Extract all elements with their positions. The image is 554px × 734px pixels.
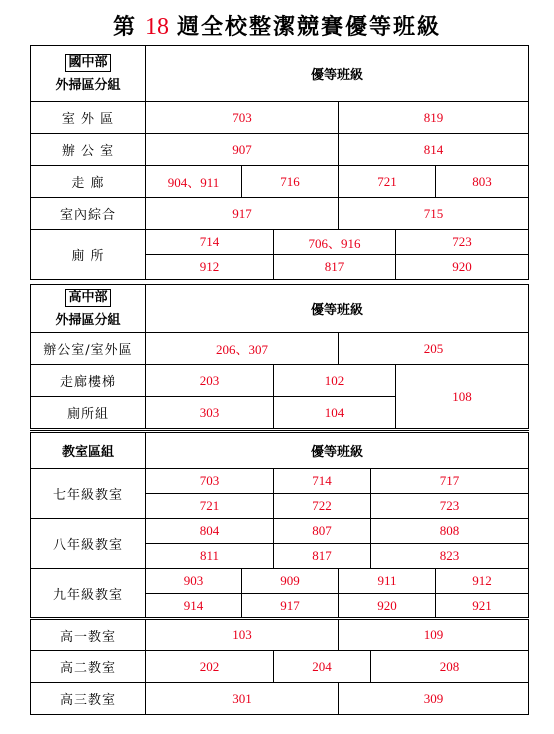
title-prefix: 第: [112, 14, 137, 40]
class-cell: 911: [339, 569, 436, 594]
row-label-office: 辦 公 室: [31, 134, 146, 166]
class-cell: 723: [396, 230, 529, 255]
week-number: 18: [145, 14, 169, 40]
class-cell: 202: [146, 651, 274, 683]
junior-group-cell: [31, 46, 146, 102]
class-cell: 715: [339, 198, 529, 230]
class-cell: 301: [146, 683, 339, 715]
row-label-indoor: 室內綜合: [31, 198, 146, 230]
class-cell: 904、911: [146, 166, 242, 198]
class-cell: 811: [146, 544, 274, 569]
row-label-office-outdoor: 辦公室/室外區: [31, 333, 146, 365]
class-cell: 823: [371, 544, 529, 569]
class-cell: 817: [274, 255, 396, 280]
class-cell: 804: [146, 519, 274, 544]
junior-table: [30, 45, 529, 280]
class-cell: 721: [146, 494, 274, 519]
row-label-outdoor: 室 外 區: [31, 102, 146, 134]
class-cell: 717: [371, 469, 529, 494]
class-cell: 208: [371, 651, 529, 683]
class-cell: 722: [274, 494, 371, 519]
row-label-corridor: 走 廊: [31, 166, 146, 198]
page-title: [0, 10, 554, 41]
class-cell: 103: [146, 619, 339, 651]
class-cell: 817: [274, 544, 371, 569]
class-cell: 814: [339, 134, 529, 166]
class-cell: 303: [146, 397, 274, 429]
class-cell: 819: [339, 102, 529, 134]
class-cell: 721: [339, 166, 436, 198]
class-cell: 109: [339, 619, 529, 651]
class-cell: 204: [274, 651, 371, 683]
class-cell: 102: [274, 365, 396, 397]
class-cell: 912: [436, 569, 529, 594]
senior-badge: 高中部: [65, 289, 110, 307]
class-cell: 206、307: [146, 333, 339, 365]
class-cell: 907: [146, 134, 339, 166]
classroom-table: [30, 430, 529, 715]
row-label-grade9: 九年級教室: [31, 569, 146, 619]
class-cell: 808: [371, 519, 529, 544]
junior-badge: 國中部: [65, 54, 110, 72]
class-cell: 205: [339, 333, 529, 365]
classroom-group-label: 教室區組: [31, 432, 146, 469]
senior-column-header: 優等班級: [146, 285, 529, 333]
row-label-senior1: 高一教室: [31, 619, 146, 651]
class-cell: 920: [396, 255, 529, 280]
class-cell: 703: [146, 102, 339, 134]
row-label-corridor-stairs: 走廊樓梯: [31, 365, 146, 397]
class-cell: 723: [371, 494, 529, 519]
title-suffix: 週全校整潔競賽優等班級: [177, 14, 442, 40]
row-label-grade8: 八年級教室: [31, 519, 146, 569]
row-label-grade7: 七年級教室: [31, 469, 146, 519]
class-cell: 714: [274, 469, 371, 494]
class-cell: 706、916: [274, 230, 396, 255]
class-cell: 104: [274, 397, 396, 429]
class-cell: 309: [339, 683, 529, 715]
class-cell: 703: [146, 469, 274, 494]
class-cell: 917: [242, 594, 339, 619]
class-cell: 807: [274, 519, 371, 544]
class-cell: 914: [146, 594, 242, 619]
class-cell: 803: [436, 166, 529, 198]
junior-column-header: 優等班級: [146, 46, 529, 102]
row-label-toilet: 廁 所: [31, 230, 146, 280]
row-label-toilet-group: 廁所組: [31, 397, 146, 429]
class-cell: 921: [436, 594, 529, 619]
class-cell: 909: [242, 569, 339, 594]
class-cell: 912: [146, 255, 274, 280]
class-cell-shared: 108: [396, 365, 529, 429]
senior-group-label: 外掃區分組: [55, 313, 121, 328]
class-cell: 917: [146, 198, 339, 230]
class-cell: 903: [146, 569, 242, 594]
junior-group-label: 外掃區分組: [55, 78, 121, 93]
class-cell: 714: [146, 230, 274, 255]
class-cell: 716: [242, 166, 339, 198]
class-cell: 920: [339, 594, 436, 619]
row-label-senior3: 高三教室: [31, 683, 146, 715]
row-label-senior2: 高二教室: [31, 651, 146, 683]
senior-group-cell: [31, 285, 146, 333]
senior-table: [30, 284, 529, 429]
class-cell: 203: [146, 365, 274, 397]
classroom-column-header: 優等班級: [146, 432, 529, 469]
